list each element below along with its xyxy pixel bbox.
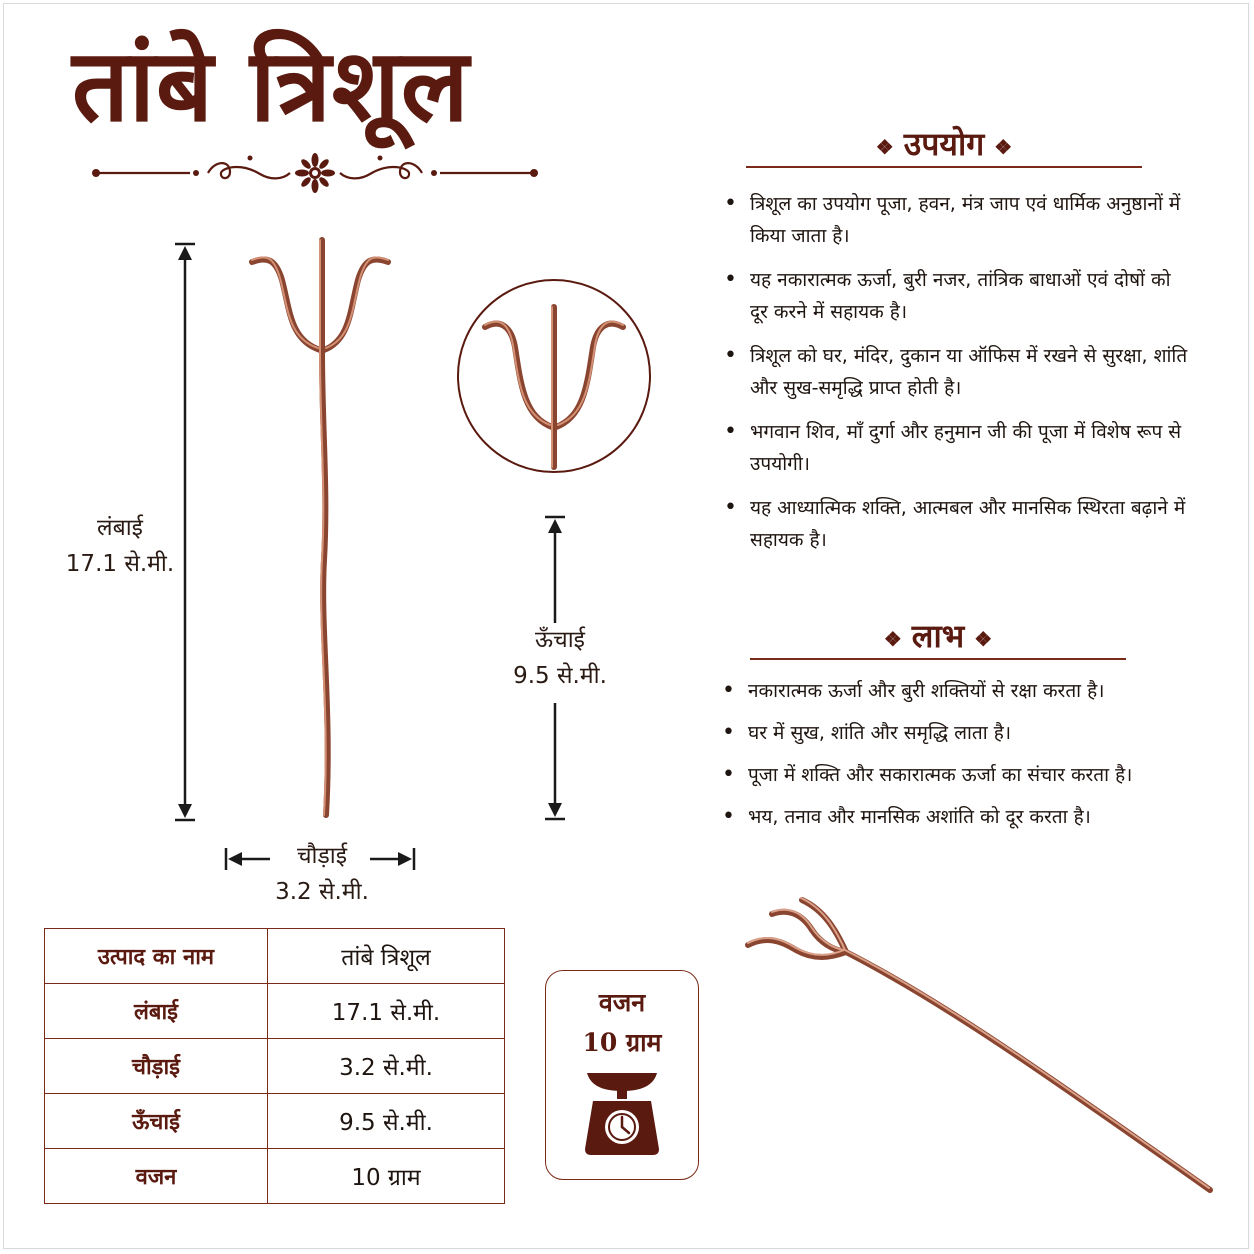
list-item: • भय, तनाव और मानसिक अशांति को दूर करता है। [722, 802, 1232, 832]
table-row [45, 929, 505, 984]
list-item: • त्रिशूल का उपयोग पूजा, हवन, मंत्र जाप एवं धार्मिक अनुष्ठानों में किया जाता है। [724, 188, 1194, 252]
trishul-closeup-circle [455, 277, 653, 475]
ornament-divider [90, 150, 540, 196]
trishul-tilted-image [740, 890, 1220, 1200]
benefits-heading-rule [750, 658, 1126, 660]
list-item: • पूजा में शक्ति और सकारात्मक ऊर्जा का संचार करता है। [722, 760, 1232, 790]
spec-table [44, 928, 505, 1204]
length-label-block [40, 510, 200, 582]
weight-label: वजन [598, 988, 646, 1017]
trishul-product-image [240, 230, 400, 830]
spec-value: 3.2 से.मी. [268, 1039, 505, 1094]
list-item: • त्रिशूल को घर, मंदिर, दुकान या ऑफिस में रखने से सुरक्षा, शांति और सुख-समृद्धि प्राप्त होती है। [724, 340, 1194, 404]
height-value: 9.5 से.मी. [513, 663, 607, 689]
height-label: ऊँचाई [535, 627, 585, 653]
spec-key: उत्पाद का नाम [45, 929, 268, 984]
table-row [45, 1149, 505, 1204]
table-row [45, 1094, 505, 1149]
page-title: तांबे त्रिशूल [72, 26, 470, 144]
spec-value: तांबे त्रिशूल [268, 929, 505, 984]
width-label-block [222, 838, 422, 910]
list-item: • यह नकारात्मक ऊर्जा, बुरी नजर, तांत्रिक बाधाओं एवं दोषों को दूर करने में सहायक है। [724, 264, 1194, 328]
uses-list [724, 188, 1194, 568]
table-row [45, 984, 505, 1039]
uses-heading: ❖ उपयोग ❖ [875, 125, 1013, 163]
length-value: 17.1 से.मी. [65, 551, 175, 577]
benefits-list [722, 676, 1232, 844]
diamond-icon: ❖ [994, 134, 1013, 159]
weight-box [545, 970, 699, 1180]
weight-value: 10 ग्राम [582, 1028, 662, 1057]
height-label-block [480, 622, 640, 694]
spec-key: लंबाई [45, 984, 268, 1039]
spec-key: चौड़ाई [45, 1039, 268, 1094]
spec-key: ऊँचाई [45, 1094, 268, 1149]
diamond-icon: ❖ [974, 626, 993, 651]
length-label: लंबाई [97, 515, 143, 541]
diamond-icon: ❖ [883, 626, 902, 651]
list-item: • यह आध्यात्मिक शक्ति, आत्मबल और मानसिक स्थिरता बढ़ाने में सहायक है। [724, 492, 1194, 556]
list-item: • भगवान शिव, माँ दुर्गा और हनुमान जी की पूजा में विशेष रूप से उपयोगी। [724, 416, 1194, 480]
diamond-icon: ❖ [875, 134, 894, 159]
table-row [45, 1039, 505, 1094]
spec-key: वजन [45, 1149, 268, 1204]
list-item: • घर में सुख, शांति और समृद्धि लाता है। [722, 718, 1232, 748]
uses-heading-rule [746, 166, 1142, 168]
benefits-heading: ❖ लाभ ❖ [883, 617, 993, 655]
list-item: • नकारात्मक ऊर्जा और बुरी शक्तियों से रक्षा करता है। [722, 676, 1232, 706]
spec-value: 10 ग्राम [268, 1149, 505, 1204]
spec-value: 17.1 से.मी. [268, 984, 505, 1039]
spec-value: 9.5 से.मी. [268, 1094, 505, 1149]
width-label: चौड़ाई [296, 843, 348, 869]
width-value: 3.2 से.मी. [275, 879, 369, 905]
weighing-scale-icon [579, 1067, 665, 1157]
